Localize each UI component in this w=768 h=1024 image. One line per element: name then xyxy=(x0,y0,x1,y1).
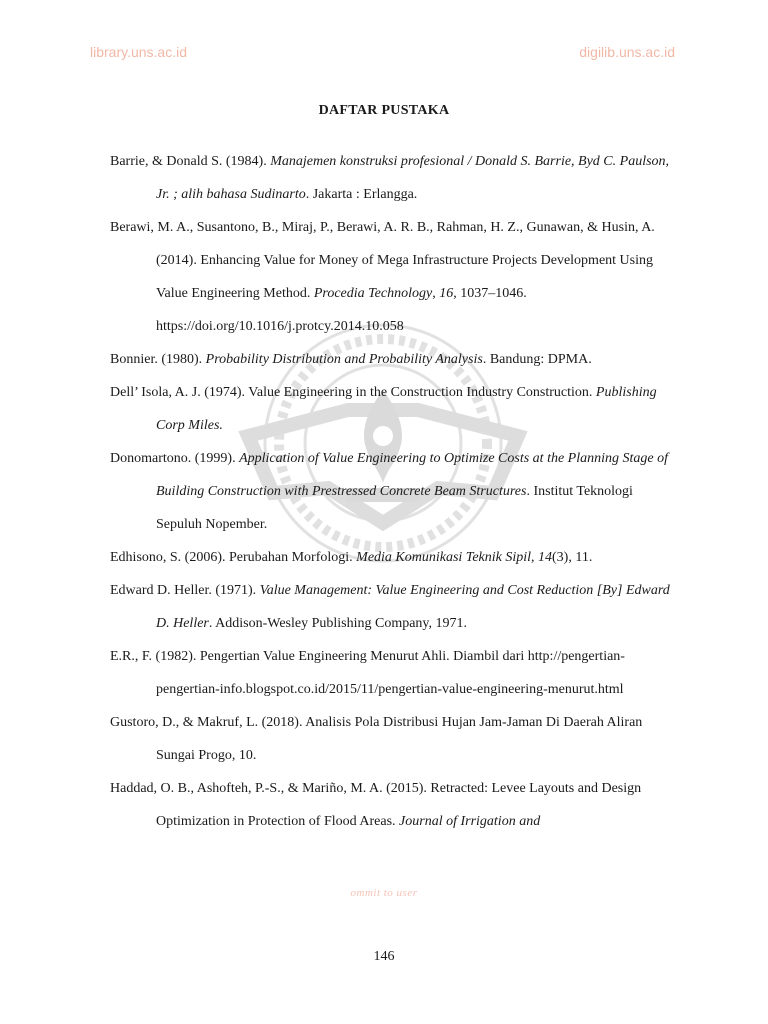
reference-title: Application of Value Engineering to Optimize Costs at the Planning Stage of Building Construction with Prestressed Concrete Beam Structures xyxy=(156,451,669,499)
reference-entry xyxy=(110,343,670,376)
reference-text: Gustoro, D., & Makruf, L. (2018). Analisis Pola Distribusi Hujan Jam-Jaman Di Daerah Aliran Sungai Progo, 10. xyxy=(110,715,643,763)
reference-entry xyxy=(110,145,670,211)
reference-title: Journal of Irrigation and xyxy=(399,814,541,829)
reference-entry xyxy=(110,640,670,706)
reference-volume: 16 xyxy=(439,286,454,301)
reference-entry xyxy=(110,211,670,343)
reference-text: Dell’ Isola, A. J. (1974). Value Engineering in the Construction Industry Construction. xyxy=(110,385,596,400)
reference-text: . Addison-Wesley Publishing Company, 1971. xyxy=(208,616,468,631)
page-title: DAFTAR PUSTAKA xyxy=(318,103,450,118)
reference-volume: 14 xyxy=(538,550,553,565)
reference-text: Haddad, O. B., Ashofteh, P.-S., & Mariño, M. A. (2015). Retracted: Levee Layouts and Design Optimization in Protection of Flood Areas. xyxy=(110,781,642,829)
watermark-digilib-url: digilib.uns.ac.id xyxy=(579,44,675,60)
reference-title: Probability Distribution and Probability Analysis xyxy=(205,352,483,367)
reference-text: Edhisono, S. (2006). Perubahan Morfologi. xyxy=(110,550,357,565)
reference-title: Manajemen konstruksi profesional / Donald S. Barrie, Byd C. Paulson, Jr. ; alih bahasa Sudinarto xyxy=(156,154,670,202)
reference-title: Value Management: Value Engineering and Cost Reduction [By] Edward D. Heller xyxy=(156,583,670,631)
watermark-commit-to-user: ommit to user xyxy=(350,887,418,899)
reference-title: Publishing Corp Miles. xyxy=(156,385,657,433)
reference-text: Berawi, M. A., Susantono, B., Miraj, P., Berawi, A. R. B., Rahman, H. Z., Gunawan, & Husin, A. (2014). Enhancing Value for Money of Mega Infrastructure Projects Development Using Value Engineering Method. xyxy=(110,220,655,301)
reference-text: , xyxy=(432,286,440,301)
reference-entry xyxy=(110,706,670,772)
reference-title: Procedia Technology xyxy=(313,286,433,301)
reference-text: Edward D. Heller. (1971). xyxy=(110,583,260,598)
reference-entry xyxy=(110,541,670,574)
reference-list xyxy=(110,145,670,838)
reference-entry xyxy=(110,772,670,838)
reference-entry xyxy=(110,574,670,640)
reference-text: (3), 11. xyxy=(552,550,593,565)
reference-text: . Bandung: DPMA. xyxy=(482,352,592,367)
reference-text: . Institut Teknologi Sepuluh Nopember. xyxy=(156,484,633,532)
reference-text: Bonnier. (1980). xyxy=(110,352,206,367)
page-number: 146 xyxy=(373,949,395,964)
reference-entry xyxy=(110,442,670,541)
reference-text: Donomartono. (1999). xyxy=(110,451,240,466)
reference-entry xyxy=(110,376,670,442)
reference-text: , 1037–1046. https://doi.org/10.1016/j.protcy.2014.10.058 xyxy=(156,286,527,334)
reference-text: Barrie, & Donald S. (1984). xyxy=(110,154,271,169)
reference-text: E.R., F. (1982). Pengertian Value Engineering Menurut Ahli. Diambil dari http://pengertian-pengertian-info.blogspot.co.id/2015/11/pengertian-value-engineering-menurut.html xyxy=(110,649,625,697)
reference-text: , xyxy=(531,550,539,565)
watermark-library-url: library.uns.ac.id xyxy=(90,44,188,60)
reference-title: Media Komunikasi Teknik Sipil xyxy=(356,550,532,565)
reference-text: . Jakarta : Erlangga. xyxy=(305,187,418,202)
